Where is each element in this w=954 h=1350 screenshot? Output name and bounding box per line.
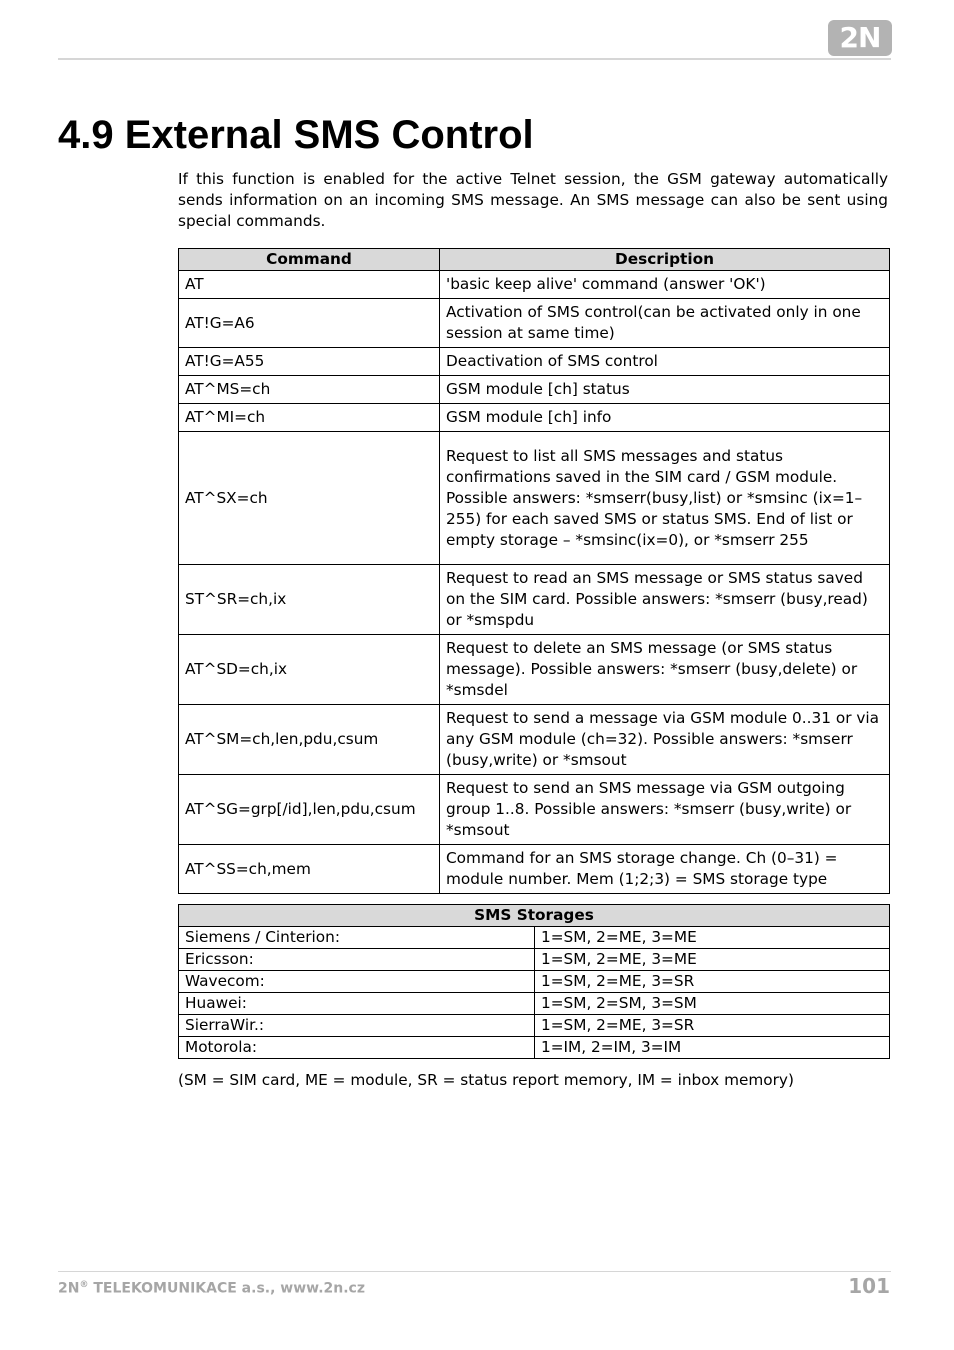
vendor-cell: Siemens / Cinterion:: [179, 927, 535, 949]
registered-mark: ®: [79, 1280, 89, 1290]
command-cell: AT^SG=grp[/id],len,pdu,csum: [179, 775, 440, 845]
description-cell: Request to send a message via GSM module 0..31 or via any GSM module (ch=32). Possible answers: *smserr (busy,write) or *smsout: [440, 705, 890, 775]
description-cell: Request to list all SMS messages and status confirmations saved in the SIM card / GSM module. Possible answers: *smserr(busy,list) or *smsinc (ix=1–255) for each saved SMS or status SMS. End of list or empty storage – *smsinc(ix=0), or *smserr 255: [440, 432, 890, 565]
table-row: [179, 993, 890, 1015]
storages-header: SMS Storages: [179, 905, 890, 927]
description-cell: Request to send an SMS message via GSM outgoing group 1..8. Possible answers: *smserr (busy,write) or *smsout: [440, 775, 890, 845]
header-rule: [58, 58, 891, 60]
footer-company: [58, 1280, 365, 1297]
table-row: [179, 971, 890, 993]
vendor-cell: Ericsson:: [179, 949, 535, 971]
description-cell: Command for an SMS storage change. Ch (0–31) = module number. Mem (1;2;3) = SMS storage type: [440, 845, 890, 894]
page-number: 101: [848, 1274, 890, 1298]
brand-logo: 2N: [828, 20, 892, 56]
command-cell: AT^MS=ch: [179, 376, 440, 404]
vendor-cell: SierraWir.:: [179, 1015, 535, 1037]
vendor-cell: Huawei:: [179, 993, 535, 1015]
storage-value-cell: 1=SM, 2=ME, 3=SR: [535, 971, 890, 993]
command-table-header-row: [179, 249, 890, 271]
command-cell: ST^SR=ch,ix: [179, 565, 440, 635]
sms-storages-table: [178, 904, 890, 1059]
table-row: [179, 845, 890, 894]
table-row: [179, 348, 890, 376]
table-row: [179, 404, 890, 432]
table-row: [179, 927, 890, 949]
description-cell: Request to read an SMS message or SMS status saved on the SIM card. Possible answers: *smserr (busy,read) or *smspdu: [440, 565, 890, 635]
command-cell: AT!G=A6: [179, 299, 440, 348]
command-cell: AT^SM=ch,len,pdu,csum: [179, 705, 440, 775]
description-cell: 'basic keep alive' command (answer 'OK'): [440, 271, 890, 299]
table-row: [179, 432, 890, 565]
page-title: 4.9 External SMS Control: [58, 113, 534, 157]
table-row: [179, 1037, 890, 1059]
storage-value-cell: 1=SM, 2=SM, 3=SM: [535, 993, 890, 1015]
command-cell: AT^SX=ch: [179, 432, 440, 565]
table-row: [179, 949, 890, 971]
description-cell: GSM module [ch] info: [440, 404, 890, 432]
table-row: [179, 775, 890, 845]
table-row: [179, 271, 890, 299]
table-row: [179, 376, 890, 404]
command-cell: AT^SS=ch,mem: [179, 845, 440, 894]
storage-value-cell: 1=IM, 2=IM, 3=IM: [535, 1037, 890, 1059]
description-cell: Deactivation of SMS control: [440, 348, 890, 376]
description-cell: Activation of SMS control(can be activated only in one session at same time): [440, 299, 890, 348]
column-header-description: Description: [440, 249, 890, 271]
command-cell: AT^SD=ch,ix: [179, 635, 440, 705]
command-table: [178, 248, 890, 894]
vendor-cell: Motorola:: [179, 1037, 535, 1059]
footer-rule: [58, 1271, 891, 1272]
command-cell: AT: [179, 271, 440, 299]
column-header-command: Command: [179, 249, 440, 271]
command-cell: AT!G=A55: [179, 348, 440, 376]
footer-brand: 2N: [58, 1280, 80, 1297]
command-cell: AT^MI=ch: [179, 404, 440, 432]
intro-paragraph: If this function is enabled for the active Telnet session, the GSM gateway automatically sends information on an incoming SMS message. An SMS message can also be sent using special commands.: [178, 170, 888, 230]
storage-legend-note: (SM = SIM card, ME = module, SR = status report memory, IM = inbox memory): [178, 1071, 794, 1089]
storages-header-row: [179, 905, 890, 927]
table-row: [179, 1015, 890, 1037]
description-cell: Request to delete an SMS message (or SMS status message). Possible answers: *smserr (busy,delete) or *smsdel: [440, 635, 890, 705]
vendor-cell: Wavecom:: [179, 971, 535, 993]
storage-value-cell: 1=SM, 2=ME, 3=SR: [535, 1015, 890, 1037]
storage-value-cell: 1=SM, 2=ME, 3=ME: [535, 949, 890, 971]
description-cell: GSM module [ch] status: [440, 376, 890, 404]
table-row: [179, 705, 890, 775]
footer-company-text: TELEKOMUNIKACE a.s., www.2n.cz: [88, 1280, 365, 1297]
table-row: [179, 565, 890, 635]
storage-value-cell: 1=SM, 2=ME, 3=ME: [535, 927, 890, 949]
table-row: [179, 299, 890, 348]
table-row: [179, 635, 890, 705]
